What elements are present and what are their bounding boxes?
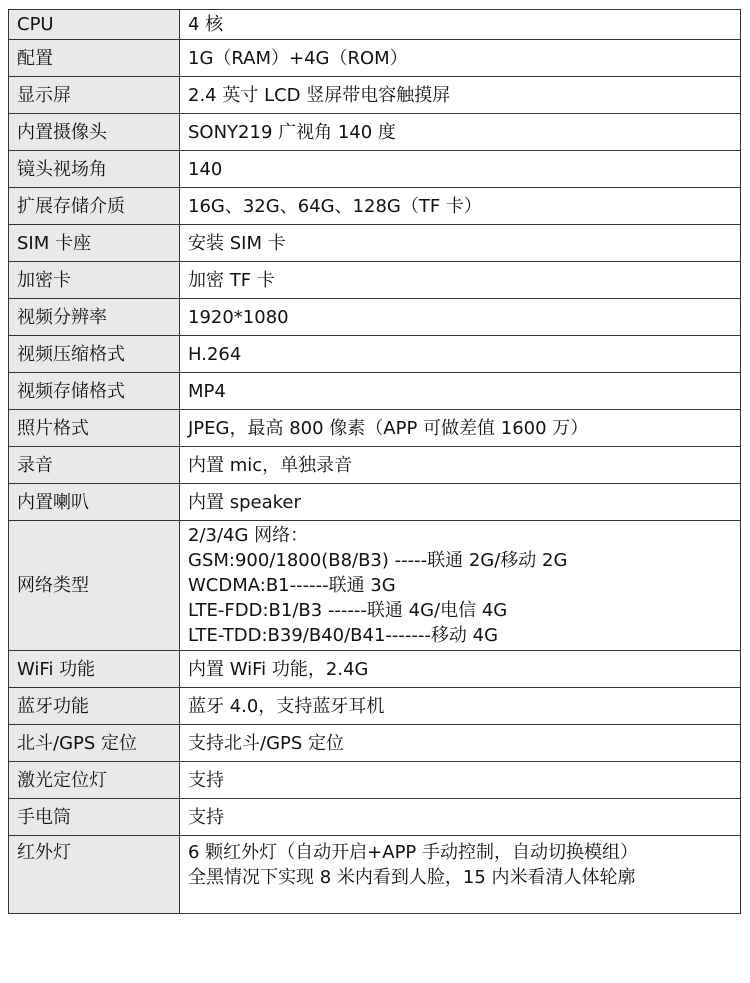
spec-key: 镜头视场角 [9,151,180,188]
spec-value: 1G（RAM）+4G（ROM） [180,40,741,77]
network-line: 2/3/4G 网络： [188,525,309,546]
infrared-line: 6 颗红外灯（自动开启+APP 手动控制，自动切换模组） [188,842,638,863]
spec-value: 16G、32G、64G、128G（TF 卡） [180,188,741,225]
spec-row-wifi [9,651,741,688]
spec-value: SONY219 广视角 140 度 [180,114,741,151]
spec-value: 支持 [180,762,741,799]
spec-row-laser [9,762,741,799]
spec-row-network [9,521,741,651]
spec-row-encryption [9,262,741,299]
spec-key: 扩展存储介质 [9,188,180,225]
spec-key: CPU [9,10,180,40]
spec-value: H.264 [180,336,741,373]
spec-row-compression [9,336,741,373]
spec-value-multiline [180,521,741,651]
spec-key: 视频压缩格式 [9,336,180,373]
spec-value: 1920*1080 [180,299,741,336]
spec-value: 内置 mic，单独录音 [180,447,741,484]
spec-row-config [9,40,741,77]
network-line: WCDMA:B1------联通 3G [188,575,396,596]
network-line: LTE-TDD:B39/B40/B41-------移动 4G [188,625,499,646]
network-line: GSM:900/1800(B8/B3) -----联通 2G/移动 2G [188,550,568,571]
spec-key: 内置喇叭 [9,484,180,521]
spec-key: 录音 [9,447,180,484]
spec-key: 视频存储格式 [9,373,180,410]
infrared-line: 全黑情况下实现 8 米内看到人脸，15 内米看清人体轮廓 [188,867,636,888]
spec-value: 内置 WiFi 功能，2.4G [180,651,741,688]
spec-row-resolution [9,299,741,336]
spec-value: MP4 [180,373,741,410]
spec-value: 2.4 英寸 LCD 竖屏带电容触摸屏 [180,77,741,114]
spec-value: 支持 [180,799,741,836]
spec-key: 网络类型 [9,521,180,651]
spec-row-storage [9,188,741,225]
spec-key: 手电筒 [9,799,180,836]
spec-key: 北斗/GPS 定位 [9,725,180,762]
spec-row-display [9,77,741,114]
spec-value-multiline [180,836,741,914]
spec-value: 蓝牙 4.0，支持蓝牙耳机 [180,688,741,725]
spec-value: 4 核 [180,10,741,40]
spec-value: JPEG，最高 800 像素（APP 可做差值 1600 万） [180,410,741,447]
spec-value: 内置 speaker [180,484,741,521]
spec-row-cpu [9,10,741,40]
spec-key: 加密卡 [9,262,180,299]
spec-row-bluetooth [9,688,741,725]
network-line: LTE-FDD:B1/B3 ------联通 4G/电信 4G [188,600,508,621]
spec-value: 安装 SIM 卡 [180,225,741,262]
spec-key: 照片格式 [9,410,180,447]
spec-row-video-format [9,373,741,410]
spec-value: 加密 TF 卡 [180,262,741,299]
spec-key: 红外灯 [9,836,180,914]
spec-row-speaker [9,484,741,521]
spec-table [8,9,741,914]
spec-key: 配置 [9,40,180,77]
spec-key: 内置摄像头 [9,114,180,151]
spec-key: 蓝牙功能 [9,688,180,725]
spec-key: SIM 卡座 [9,225,180,262]
spec-value: 支持北斗/GPS 定位 [180,725,741,762]
spec-row-fov [9,151,741,188]
spec-value: 140 [180,151,741,188]
spec-key: 视频分辨率 [9,299,180,336]
spec-row-flashlight [9,799,741,836]
spec-row-photo [9,410,741,447]
spec-row-audio [9,447,741,484]
spec-row-camera [9,114,741,151]
spec-row-sim [9,225,741,262]
spec-key: 激光定位灯 [9,762,180,799]
spec-row-gps [9,725,741,762]
spec-key: 显示屏 [9,77,180,114]
spec-key: WiFi 功能 [9,651,180,688]
spec-row-infrared [9,836,741,914]
